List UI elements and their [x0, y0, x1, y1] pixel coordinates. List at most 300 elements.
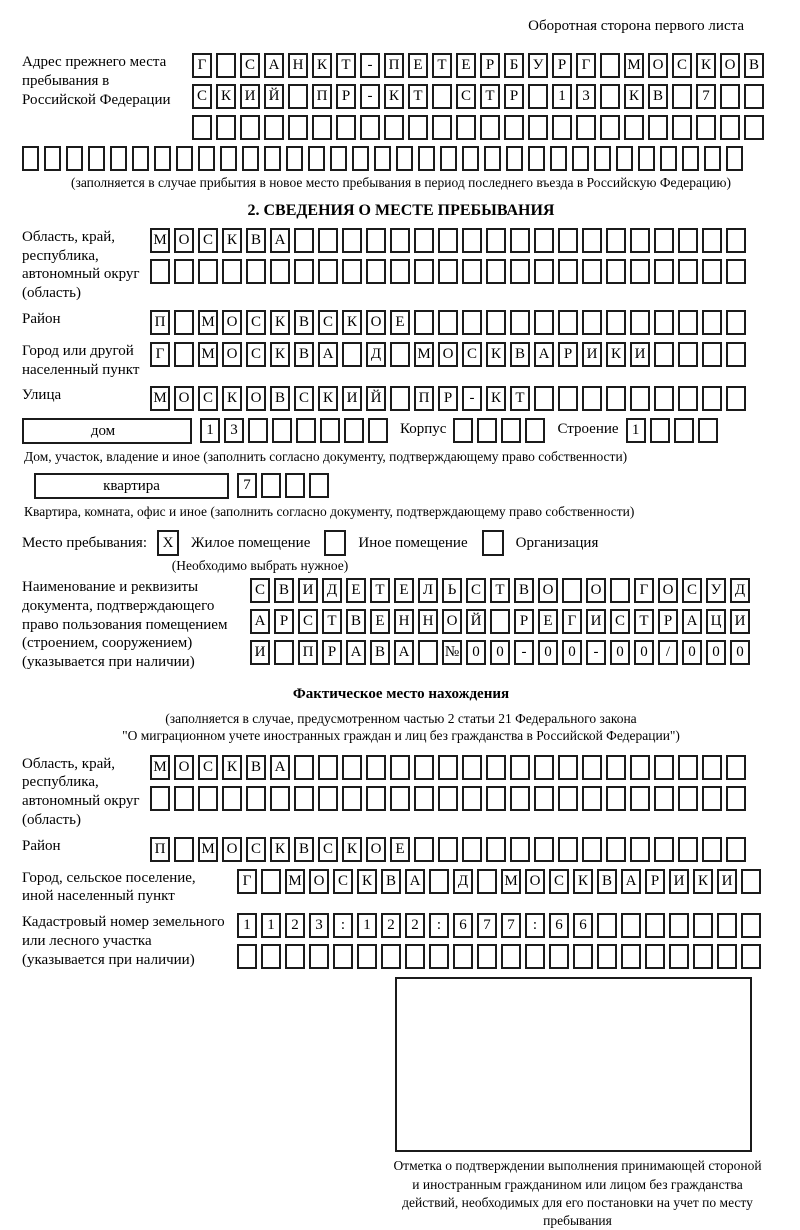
char-cell[interactable] — [22, 146, 39, 171]
char-cell[interactable]: О — [222, 837, 242, 862]
char-cell[interactable] — [381, 944, 401, 969]
char-cell[interactable] — [261, 869, 281, 894]
char-cell[interactable]: С — [333, 869, 353, 894]
char-cell[interactable] — [702, 228, 722, 253]
char-cell[interactable] — [562, 578, 582, 603]
char-cell[interactable]: Д — [366, 342, 386, 367]
char-cell[interactable] — [672, 115, 692, 140]
char-cell[interactable] — [309, 473, 329, 498]
char-cell[interactable] — [525, 418, 545, 443]
char-cell[interactable] — [702, 755, 722, 780]
char-cell[interactable] — [390, 386, 410, 411]
char-cell[interactable]: Г — [150, 342, 170, 367]
char-cell[interactable] — [414, 259, 434, 284]
char-cell[interactable] — [744, 115, 764, 140]
char-cell[interactable]: И — [669, 869, 689, 894]
char-cell[interactable] — [582, 786, 602, 811]
char-cell[interactable] — [654, 259, 674, 284]
char-cell[interactable]: М — [198, 837, 218, 862]
char-cell[interactable] — [418, 146, 435, 171]
char-cell[interactable]: О — [525, 869, 545, 894]
char-cell[interactable] — [698, 418, 718, 443]
char-cell[interactable]: К — [222, 755, 242, 780]
char-cell[interactable]: К — [342, 837, 362, 862]
char-cell[interactable] — [390, 342, 410, 367]
char-cell[interactable]: 0 — [466, 640, 486, 665]
char-cell[interactable] — [654, 786, 674, 811]
char-cell[interactable] — [198, 259, 218, 284]
char-cell[interactable] — [366, 786, 386, 811]
char-cell[interactable] — [678, 786, 698, 811]
other-premises-checkbox[interactable] — [324, 530, 346, 556]
char-cell[interactable] — [274, 640, 294, 665]
char-cell[interactable]: О — [720, 53, 740, 78]
char-cell[interactable]: В — [597, 869, 617, 894]
char-cell[interactable] — [453, 944, 473, 969]
char-cell[interactable]: 1 — [261, 913, 281, 938]
char-cell[interactable]: О — [366, 837, 386, 862]
char-cell[interactable] — [534, 310, 554, 335]
char-cell[interactable]: Р — [480, 53, 500, 78]
char-cell[interactable] — [693, 913, 713, 938]
char-cell[interactable] — [528, 115, 548, 140]
char-cell[interactable] — [504, 115, 524, 140]
char-cell[interactable] — [174, 837, 194, 862]
char-cell[interactable]: 0 — [682, 640, 702, 665]
char-cell[interactable]: 1 — [200, 418, 220, 443]
char-cell[interactable]: 1 — [626, 418, 646, 443]
char-cell[interactable]: Р — [336, 84, 356, 109]
char-cell[interactable] — [621, 913, 641, 938]
char-cell[interactable] — [336, 115, 356, 140]
char-cell[interactable] — [429, 944, 449, 969]
char-cell[interactable] — [630, 755, 650, 780]
char-cell[interactable]: М — [150, 228, 170, 253]
char-cell[interactable]: А — [250, 609, 270, 634]
char-cell[interactable]: К — [216, 84, 236, 109]
char-cell[interactable] — [610, 578, 630, 603]
char-cell[interactable] — [248, 418, 268, 443]
char-cell[interactable]: В — [274, 578, 294, 603]
char-cell[interactable]: Т — [490, 578, 510, 603]
char-cell[interactable]: М — [198, 342, 218, 367]
char-cell[interactable]: В — [381, 869, 401, 894]
char-cell[interactable] — [506, 146, 523, 171]
char-cell[interactable] — [606, 259, 626, 284]
char-cell[interactable]: - — [360, 84, 380, 109]
char-cell[interactable] — [702, 386, 722, 411]
char-cell[interactable]: 6 — [549, 913, 569, 938]
char-cell[interactable] — [549, 944, 569, 969]
char-cell[interactable] — [672, 84, 692, 109]
char-cell[interactable]: А — [318, 342, 338, 367]
char-cell[interactable]: П — [150, 310, 170, 335]
char-cell[interactable] — [741, 869, 761, 894]
char-cell[interactable]: 0 — [730, 640, 750, 665]
char-cell[interactable] — [726, 755, 746, 780]
char-cell[interactable]: С — [240, 53, 260, 78]
char-cell[interactable] — [110, 146, 127, 171]
char-cell[interactable] — [132, 146, 149, 171]
char-cell[interactable] — [477, 944, 497, 969]
char-cell[interactable] — [312, 115, 332, 140]
char-cell[interactable]: Р — [558, 342, 578, 367]
char-cell[interactable] — [174, 259, 194, 284]
char-cell[interactable]: С — [246, 837, 266, 862]
char-cell[interactable]: Т — [480, 84, 500, 109]
char-cell[interactable] — [654, 342, 674, 367]
char-cell[interactable]: В — [744, 53, 764, 78]
char-cell[interactable] — [534, 228, 554, 253]
organization-checkbox[interactable] — [482, 530, 504, 556]
char-cell[interactable] — [678, 259, 698, 284]
char-cell[interactable] — [320, 418, 340, 443]
char-cell[interactable] — [704, 146, 721, 171]
char-cell[interactable] — [390, 228, 410, 253]
char-cell[interactable] — [702, 310, 722, 335]
char-cell[interactable] — [174, 342, 194, 367]
char-cell[interactable] — [597, 944, 617, 969]
char-cell[interactable]: Г — [192, 53, 212, 78]
char-cell[interactable]: В — [246, 755, 266, 780]
char-cell[interactable] — [462, 755, 482, 780]
char-cell[interactable] — [438, 228, 458, 253]
char-cell[interactable] — [285, 944, 305, 969]
char-cell[interactable]: Д — [453, 869, 473, 894]
char-cell[interactable]: С — [466, 578, 486, 603]
char-cell[interactable] — [408, 115, 428, 140]
char-cell[interactable] — [462, 786, 482, 811]
char-cell[interactable] — [342, 259, 362, 284]
char-cell[interactable] — [510, 755, 530, 780]
char-cell[interactable] — [669, 913, 689, 938]
char-cell[interactable] — [285, 473, 305, 498]
char-cell[interactable] — [240, 115, 260, 140]
char-cell[interactable] — [726, 228, 746, 253]
char-cell[interactable]: Р — [274, 609, 294, 634]
char-cell[interactable]: Р — [658, 609, 678, 634]
char-cell[interactable] — [414, 755, 434, 780]
char-cell[interactable]: Р — [514, 609, 534, 634]
char-cell[interactable] — [264, 115, 284, 140]
char-cell[interactable]: И — [582, 342, 602, 367]
char-cell[interactable] — [726, 146, 743, 171]
char-cell[interactable]: Т — [432, 53, 452, 78]
char-cell[interactable] — [528, 146, 545, 171]
char-cell[interactable] — [390, 786, 410, 811]
char-cell[interactable]: Б — [504, 53, 524, 78]
char-cell[interactable]: У — [706, 578, 726, 603]
char-cell[interactable] — [674, 418, 694, 443]
char-cell[interactable] — [648, 115, 668, 140]
char-cell[interactable] — [624, 115, 644, 140]
char-cell[interactable] — [154, 146, 171, 171]
char-cell[interactable] — [368, 418, 388, 443]
char-cell[interactable]: В — [370, 640, 390, 665]
char-cell[interactable] — [638, 146, 655, 171]
char-cell[interactable] — [366, 259, 386, 284]
char-cell[interactable]: К — [357, 869, 377, 894]
char-cell[interactable] — [645, 913, 665, 938]
char-cell[interactable]: Г — [237, 869, 257, 894]
char-cell[interactable]: С — [672, 53, 692, 78]
char-cell[interactable]: С — [198, 755, 218, 780]
char-cell[interactable]: 1 — [357, 913, 377, 938]
char-cell[interactable]: 0 — [610, 640, 630, 665]
char-cell[interactable] — [342, 755, 362, 780]
char-cell[interactable]: В — [270, 386, 290, 411]
char-cell[interactable] — [216, 115, 236, 140]
char-cell[interactable] — [456, 115, 476, 140]
char-cell[interactable]: О — [586, 578, 606, 603]
char-cell[interactable]: А — [405, 869, 425, 894]
char-cell[interactable] — [558, 786, 578, 811]
char-cell[interactable] — [357, 944, 377, 969]
char-cell[interactable] — [606, 386, 626, 411]
char-cell[interactable] — [270, 259, 290, 284]
char-cell[interactable] — [246, 259, 266, 284]
char-cell[interactable]: А — [346, 640, 366, 665]
char-cell[interactable] — [678, 342, 698, 367]
char-cell[interactable] — [176, 146, 193, 171]
char-cell[interactable]: С — [610, 609, 630, 634]
char-cell[interactable] — [682, 146, 699, 171]
char-cell[interactable] — [510, 259, 530, 284]
char-cell[interactable]: С — [198, 386, 218, 411]
char-cell[interactable] — [576, 115, 596, 140]
char-cell[interactable] — [486, 837, 506, 862]
char-cell[interactable]: Й — [466, 609, 486, 634]
char-cell[interactable]: А — [621, 869, 641, 894]
char-cell[interactable] — [318, 259, 338, 284]
char-cell[interactable] — [606, 755, 626, 780]
char-cell[interactable]: О — [648, 53, 668, 78]
char-cell[interactable] — [702, 786, 722, 811]
char-cell[interactable]: Т — [510, 386, 530, 411]
char-cell[interactable] — [272, 418, 292, 443]
char-cell[interactable]: Н — [394, 609, 414, 634]
char-cell[interactable] — [477, 869, 497, 894]
char-cell[interactable]: Е — [408, 53, 428, 78]
char-cell[interactable] — [558, 386, 578, 411]
char-cell[interactable] — [582, 755, 602, 780]
char-cell[interactable]: У — [528, 53, 548, 78]
char-cell[interactable]: Е — [370, 609, 390, 634]
char-cell[interactable] — [390, 259, 410, 284]
char-cell[interactable] — [438, 259, 458, 284]
char-cell[interactable]: К — [693, 869, 713, 894]
char-cell[interactable] — [486, 228, 506, 253]
char-cell[interactable]: : — [429, 913, 449, 938]
char-cell[interactable] — [174, 786, 194, 811]
char-cell[interactable]: О — [246, 386, 266, 411]
char-cell[interactable]: С — [294, 386, 314, 411]
char-cell[interactable] — [66, 146, 83, 171]
char-cell[interactable]: И — [586, 609, 606, 634]
char-cell[interactable] — [558, 837, 578, 862]
char-cell[interactable] — [702, 342, 722, 367]
char-cell[interactable]: И — [717, 869, 737, 894]
char-cell[interactable]: / — [658, 640, 678, 665]
char-cell[interactable]: С — [250, 578, 270, 603]
char-cell[interactable]: О — [538, 578, 558, 603]
char-cell[interactable] — [462, 259, 482, 284]
char-cell[interactable]: К — [486, 342, 506, 367]
char-cell[interactable]: М — [285, 869, 305, 894]
char-cell[interactable]: Р — [552, 53, 572, 78]
char-cell[interactable]: К — [384, 84, 404, 109]
char-cell[interactable]: Н — [288, 53, 308, 78]
char-cell[interactable] — [318, 228, 338, 253]
char-cell[interactable] — [198, 786, 218, 811]
char-cell[interactable]: С — [549, 869, 569, 894]
char-cell[interactable] — [429, 869, 449, 894]
char-cell[interactable] — [342, 228, 362, 253]
char-cell[interactable] — [630, 228, 650, 253]
char-cell[interactable] — [726, 259, 746, 284]
char-cell[interactable]: № — [442, 640, 462, 665]
char-cell[interactable] — [606, 786, 626, 811]
char-cell[interactable] — [342, 786, 362, 811]
char-cell[interactable] — [270, 786, 290, 811]
char-cell[interactable] — [606, 228, 626, 253]
char-cell[interactable] — [486, 259, 506, 284]
char-cell[interactable] — [438, 786, 458, 811]
char-cell[interactable]: О — [174, 386, 194, 411]
char-cell[interactable]: 0 — [706, 640, 726, 665]
char-cell[interactable]: С — [462, 342, 482, 367]
char-cell[interactable]: С — [456, 84, 476, 109]
char-cell[interactable]: И — [630, 342, 650, 367]
char-cell[interactable]: 6 — [453, 913, 473, 938]
char-cell[interactable] — [261, 473, 281, 498]
char-cell[interactable] — [490, 609, 510, 634]
char-cell[interactable] — [621, 944, 641, 969]
char-cell[interactable]: 0 — [538, 640, 558, 665]
char-cell[interactable] — [678, 837, 698, 862]
char-cell[interactable] — [414, 786, 434, 811]
char-cell[interactable] — [374, 146, 391, 171]
char-cell[interactable] — [550, 146, 567, 171]
char-cell[interactable]: О — [174, 228, 194, 253]
char-cell[interactable] — [630, 386, 650, 411]
char-cell[interactable] — [534, 755, 554, 780]
char-cell[interactable]: И — [298, 578, 318, 603]
char-cell[interactable] — [630, 310, 650, 335]
char-cell[interactable] — [366, 228, 386, 253]
char-cell[interactable] — [462, 837, 482, 862]
char-cell[interactable] — [510, 310, 530, 335]
char-cell[interactable] — [510, 228, 530, 253]
char-cell[interactable]: М — [198, 310, 218, 335]
char-cell[interactable] — [462, 146, 479, 171]
char-cell[interactable]: Е — [456, 53, 476, 78]
char-cell[interactable] — [534, 786, 554, 811]
char-cell[interactable] — [486, 755, 506, 780]
char-cell[interactable]: В — [294, 837, 314, 862]
char-cell[interactable]: - — [462, 386, 482, 411]
char-cell[interactable] — [414, 228, 434, 253]
char-cell[interactable]: С — [246, 310, 266, 335]
char-cell[interactable]: Р — [504, 84, 524, 109]
char-cell[interactable] — [192, 115, 212, 140]
char-cell[interactable] — [606, 837, 626, 862]
char-cell[interactable]: Д — [730, 578, 750, 603]
char-cell[interactable]: 7 — [501, 913, 521, 938]
char-cell[interactable] — [333, 944, 353, 969]
char-cell[interactable] — [678, 228, 698, 253]
char-cell[interactable]: Й — [366, 386, 386, 411]
char-cell[interactable] — [261, 944, 281, 969]
char-cell[interactable] — [726, 786, 746, 811]
char-cell[interactable]: П — [384, 53, 404, 78]
char-cell[interactable] — [242, 146, 259, 171]
char-cell[interactable] — [558, 228, 578, 253]
char-cell[interactable] — [296, 418, 316, 443]
char-cell[interactable] — [477, 418, 497, 443]
char-cell[interactable] — [678, 310, 698, 335]
char-cell[interactable] — [220, 146, 237, 171]
char-cell[interactable] — [717, 944, 737, 969]
char-cell[interactable]: 0 — [634, 640, 654, 665]
char-cell[interactable]: Г — [576, 53, 596, 78]
char-cell[interactable]: С — [318, 837, 338, 862]
char-cell[interactable]: П — [414, 386, 434, 411]
char-cell[interactable]: 2 — [381, 913, 401, 938]
char-cell[interactable]: И — [250, 640, 270, 665]
char-cell[interactable] — [462, 228, 482, 253]
char-cell[interactable]: С — [682, 578, 702, 603]
char-cell[interactable] — [654, 837, 674, 862]
char-cell[interactable]: Ц — [706, 609, 726, 634]
char-cell[interactable]: Р — [322, 640, 342, 665]
char-cell[interactable] — [717, 913, 737, 938]
char-cell[interactable] — [696, 115, 716, 140]
char-cell[interactable] — [654, 386, 674, 411]
char-cell[interactable] — [510, 837, 530, 862]
char-cell[interactable]: А — [534, 342, 554, 367]
char-cell[interactable] — [88, 146, 105, 171]
char-cell[interactable] — [344, 418, 364, 443]
char-cell[interactable] — [594, 146, 611, 171]
char-cell[interactable]: С — [318, 310, 338, 335]
char-cell[interactable] — [294, 228, 314, 253]
char-cell[interactable]: М — [501, 869, 521, 894]
char-cell[interactable]: К — [270, 310, 290, 335]
char-cell[interactable]: Т — [408, 84, 428, 109]
char-cell[interactable] — [650, 418, 670, 443]
char-cell[interactable]: Т — [634, 609, 654, 634]
char-cell[interactable] — [702, 837, 722, 862]
char-cell[interactable]: И — [240, 84, 260, 109]
char-cell[interactable] — [501, 944, 521, 969]
char-cell[interactable]: К — [573, 869, 593, 894]
char-cell[interactable] — [414, 310, 434, 335]
char-cell[interactable]: К — [486, 386, 506, 411]
char-cell[interactable]: П — [150, 837, 170, 862]
char-cell[interactable]: А — [270, 755, 290, 780]
char-cell[interactable]: В — [346, 609, 366, 634]
char-cell[interactable]: А — [394, 640, 414, 665]
char-cell[interactable] — [630, 786, 650, 811]
char-cell[interactable]: Ь — [442, 578, 462, 603]
char-cell[interactable]: 3 — [576, 84, 596, 109]
char-cell[interactable] — [384, 115, 404, 140]
char-cell[interactable] — [418, 640, 438, 665]
char-cell[interactable]: С — [298, 609, 318, 634]
char-cell[interactable]: Т — [322, 609, 342, 634]
char-cell[interactable]: О — [366, 310, 386, 335]
